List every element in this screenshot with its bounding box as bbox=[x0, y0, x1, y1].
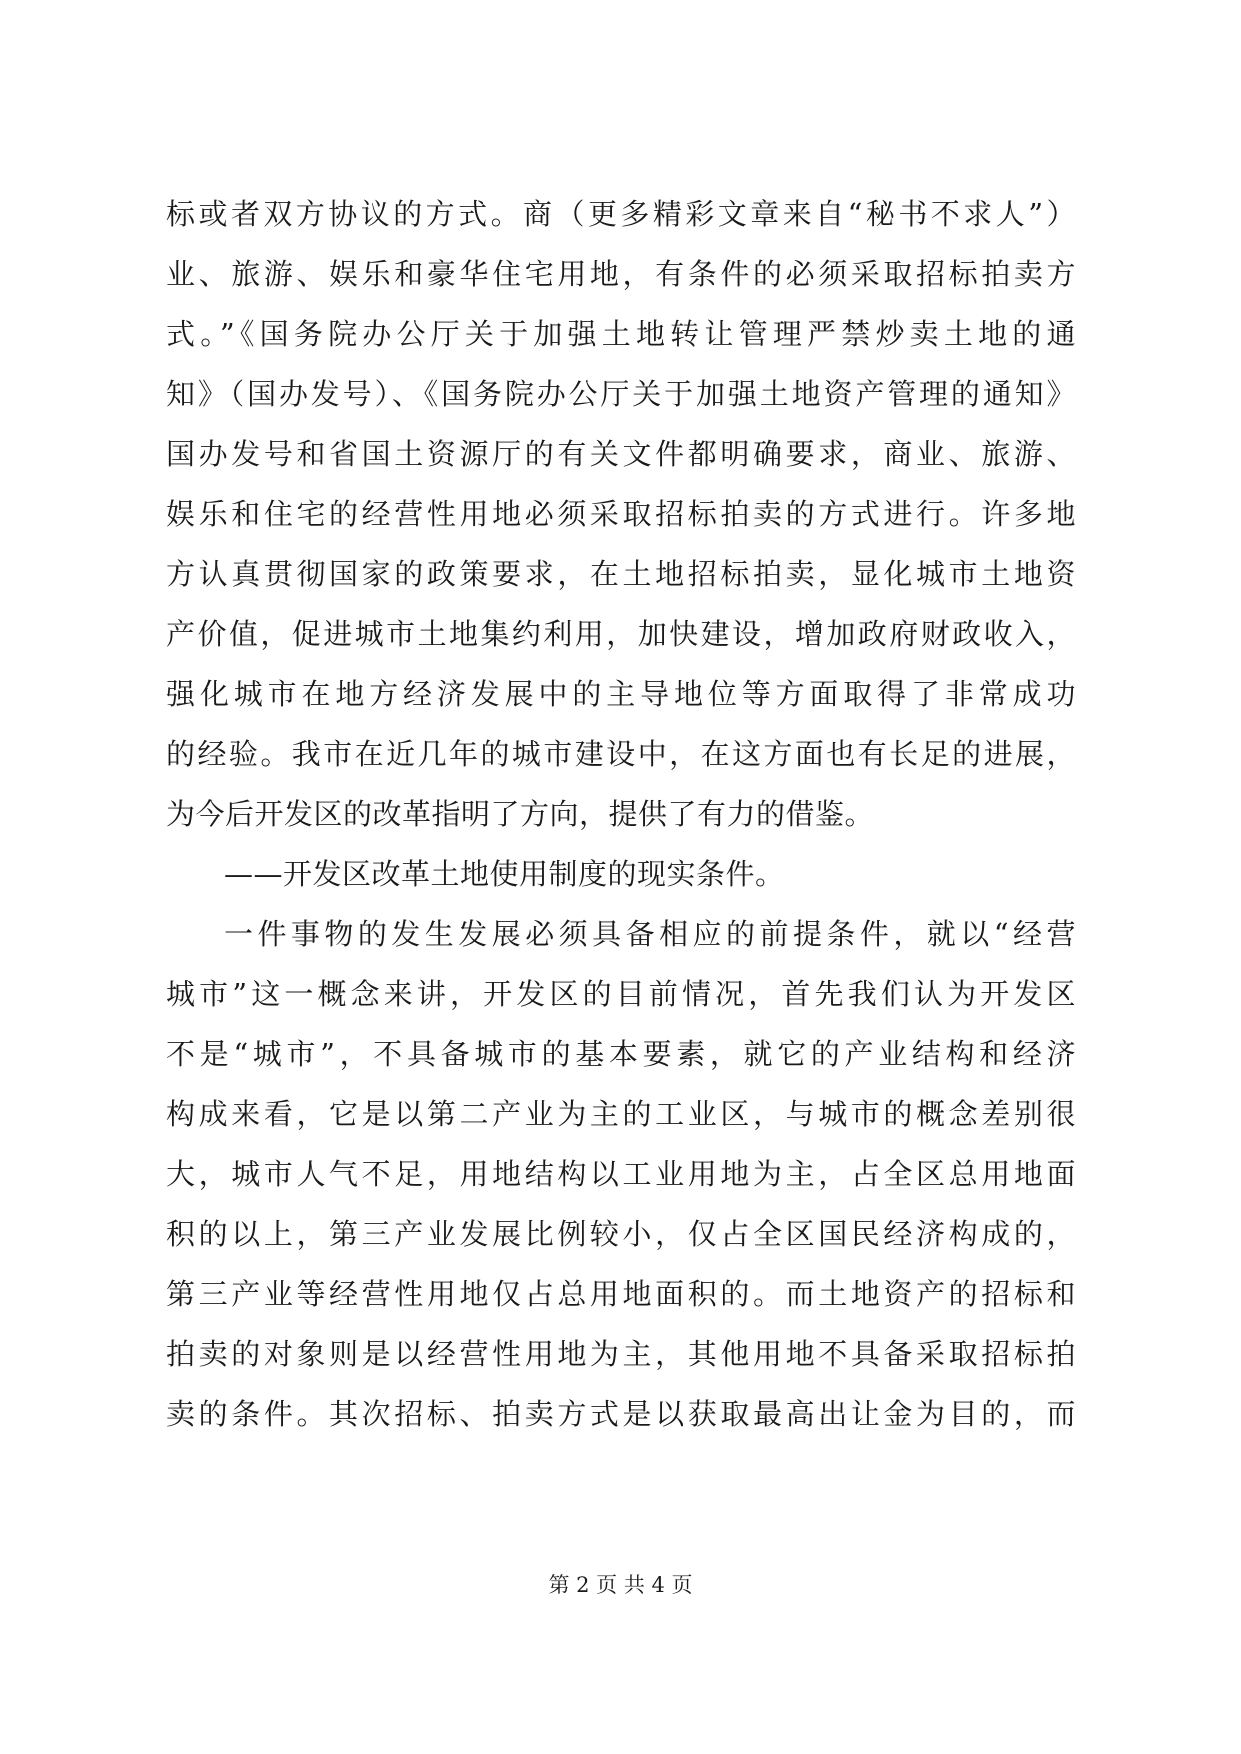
text-line-20: 拍卖的对象则是以经营性用地为主，其他用地不具备采取招标拍 bbox=[166, 1337, 1076, 1371]
text-line-16: 构成来看，它是以第二产业为主的工业区，与城市的概念差别很 bbox=[166, 1097, 1076, 1131]
text-line-2: 业、旅游、娱乐和豪华住宅用地，有条件的必须采取招标拍卖方 bbox=[166, 257, 1076, 291]
text-line-5: 国办发号和省国土资源厅的有关文件都明确要求，商业、旅游、 bbox=[166, 437, 1076, 471]
text-line-14: 城市”这一概念来讲，开发区的目前情况，首先我们认为开发区 bbox=[166, 977, 1076, 1011]
text-line-18: 积的以上，第三产业发展比例较小，仅占全区国民经济构成的， bbox=[166, 1217, 1076, 1251]
page-footer bbox=[0, 1570, 1241, 1600]
text-line-10: 的经验。我市在近几年的城市建设中，在这方面也有长足的进展， bbox=[166, 737, 1076, 771]
body-text bbox=[166, 184, 1076, 1444]
text-line-1: 标或者双方协议的方式。商（更多精彩文章来自“秘书不求人”） bbox=[166, 197, 1076, 231]
text-line-7: 方认真贯彻国家的政策要求，在土地招标拍卖，显化城市土地资 bbox=[166, 557, 1076, 591]
text-line-6: 娱乐和住宅的经营性用地必须采取招标拍卖的方式进行。许多地 bbox=[166, 497, 1076, 531]
text-line-15: 不是“城市”，不具备城市的基本要素，就它的产业结构和经济 bbox=[166, 1037, 1076, 1071]
text-line-3: 式。”《国务院办公厅关于加强土地转让管理严禁炒卖土地的通 bbox=[166, 317, 1076, 351]
text-line-19: 第三产业等经营性用地仅占总用地面积的。而土地资产的招标和 bbox=[166, 1277, 1076, 1311]
text-line-4: 知》（国办发号）、《国务院办公厅关于加强土地资产管理的通知》 bbox=[166, 377, 1076, 411]
text-line-13: 一件事物的发生发展必须具备相应的前提条件，就以“经营 bbox=[224, 917, 1076, 951]
text-line-11: 为今后开发区的改革指明了方向，提供了有力的借鉴。 bbox=[166, 797, 875, 831]
text-line-8: 产价值，促进城市土地集约利用，加快建设，增加政府财政收入， bbox=[166, 617, 1076, 651]
section-heading: ——开发区改革土地使用制度的现实条件。 bbox=[224, 857, 785, 891]
text-line-9: 强化城市在地方经济发展中的主导地位等方面取得了非常成功 bbox=[166, 677, 1076, 711]
text-line-17: 大，城市人气不足，用地结构以工业用地为主，占全区总用地面 bbox=[166, 1157, 1076, 1191]
text-line-21: 卖的条件。其次招标、拍卖方式是以获取最高出让金为目的，而 bbox=[166, 1397, 1076, 1431]
page-number-label: 第 2 页 共 4 页 bbox=[548, 1573, 693, 1597]
